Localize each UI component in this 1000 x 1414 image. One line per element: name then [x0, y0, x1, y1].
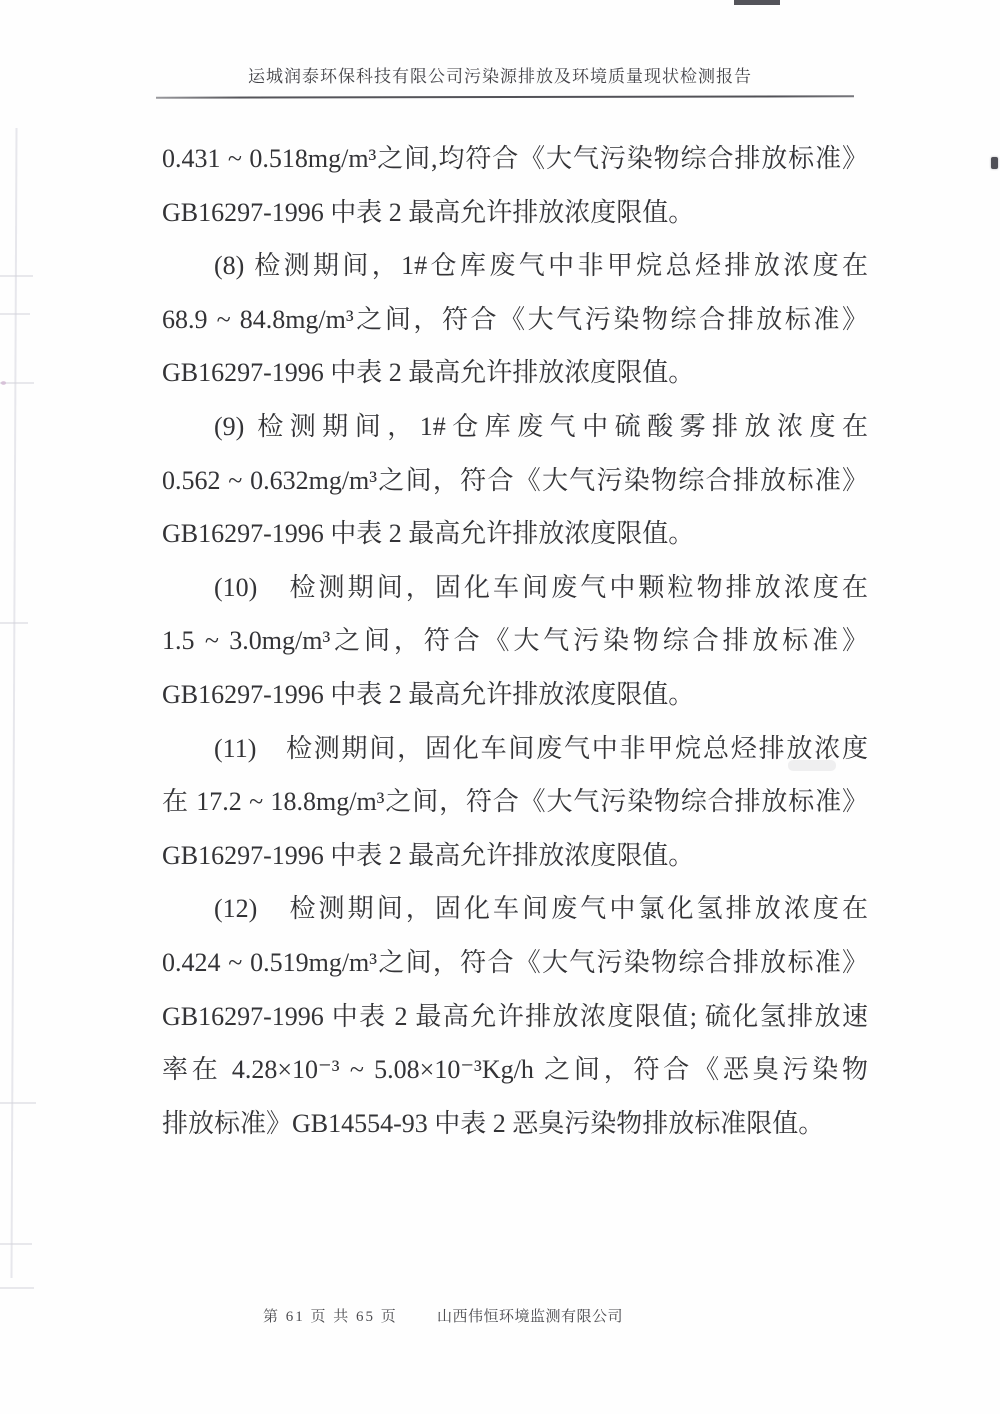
- paragraph-11: [162, 722, 868, 883]
- text-line: 0.424 ~ 0.519mg/m³之间，符合《大气污染物综合排放标准》: [162, 947, 868, 977]
- text-line: 0.431 ~ 0.518mg/m³之间,均符合《大气污染物综合排放标准》: [162, 144, 868, 173]
- text-line: GB16297-1996 中表 2 最高允许排放浓度限值。: [162, 197, 695, 227]
- text-line: (9) 检测期间，1#仓库废气中硫酸雾排放浓度在: [214, 411, 868, 441]
- report-body: [162, 132, 868, 1150]
- text-line: 0.562 ~ 0.632mg/m³之间，符合《大气污染物综合排放标准》: [162, 465, 868, 495]
- footer-page-number: 第 61 页 共 65 页: [263, 1309, 398, 1325]
- text-line: GB16297-1996 中表 2 最高允许排放浓度限值。: [162, 358, 695, 388]
- scan-artifact-tick: [0, 1243, 32, 1245]
- header-divider-line: [156, 95, 854, 98]
- scan-artifact-dot: [1, 381, 6, 385]
- text-line: GB16297-1996 中表 2 最高允许排放浓度限值。: [162, 840, 695, 870]
- paragraph-9: [162, 400, 868, 561]
- scan-artifact-tick: [0, 1287, 34, 1289]
- paragraph-8: [162, 239, 868, 400]
- scan-artifact-top-smudge: [734, 0, 780, 5]
- text-line: (11) 检测期间，固化车间废气中非甲烷总烃排放浓度: [214, 733, 868, 763]
- text-line: 68.9 ~ 84.8mg/m³之间，符合《大气污染物综合排放标准》: [162, 304, 868, 334]
- scan-artifact-tick: [0, 313, 30, 315]
- text-line: (12) 检测期间，固化车间废气中氯化氢排放浓度在: [214, 894, 868, 924]
- scan-artifact-right-speck: [991, 157, 998, 169]
- text-line: GB16297-1996 中表 2 最高允许排放浓度限值。: [162, 519, 695, 549]
- footer-company-name: 山西伟恒环境监测有限公司: [437, 1309, 624, 1325]
- scan-artifact-left-line: [10, 128, 17, 1278]
- scan-artifact-tick: [0, 1102, 36, 1104]
- text-line: 1.5 ~ 3.0mg/m³之间，符合《大气污染物综合排放标准》: [162, 626, 868, 656]
- text-line: 在 17.2 ~ 18.8mg/m³之间，符合《大气污染物综合排放标准》: [162, 787, 868, 817]
- scan-artifact-tick: [0, 622, 28, 624]
- text-line: 率在 4.28×10⁻³ ~ 5.08×10⁻³Kg/h 之间，符合《恶臭污染物: [162, 1055, 868, 1085]
- scan-artifact-tick: [0, 275, 33, 277]
- scan-artifact-tick: [0, 382, 34, 384]
- paragraph-12: [162, 882, 868, 1150]
- text-line: GB16297-1996 中表 2 最高允许排放浓度限值。: [162, 679, 695, 709]
- text-line: GB16297-1996 中表 2 最高允许排放浓度限值; 硫化氢排放速: [162, 1001, 868, 1031]
- text-line: 排放标准》GB14554-93 中表 2 恶臭污染物排放标准限值。: [162, 1108, 825, 1138]
- text-line: (8) 检测期间，1#仓库废气中非甲烷总烃排放浓度在: [214, 251, 868, 281]
- paragraph-10: [162, 561, 868, 722]
- text-line: (10) 检测期间，固化车间废气中颗粒物排放浓度在: [214, 572, 868, 602]
- paragraph-7-continuation: [162, 132, 868, 239]
- report-header-title: 运城润泰环保科技有限公司污染源排放及环境质量现状检测报告: [248, 67, 752, 86]
